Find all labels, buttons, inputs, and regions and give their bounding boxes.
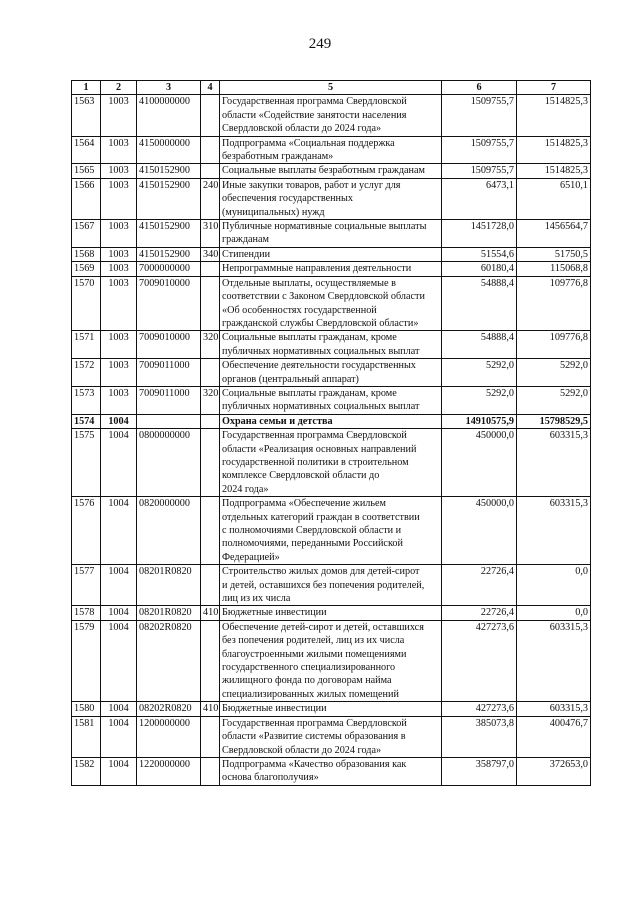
item-name: Охрана семьи и детства (220, 414, 442, 428)
section-code: 1004 (101, 716, 137, 757)
section-code: 1004 (101, 606, 137, 620)
section-code: 1003 (101, 178, 137, 219)
table-row (72, 716, 591, 757)
amount-col6: 51554,6 (442, 247, 517, 261)
expense-type-code (201, 620, 220, 701)
amount-col7: 603315,3 (517, 497, 591, 565)
row-number: 1575 (72, 429, 101, 497)
amount-col7: 400476,7 (517, 716, 591, 757)
table-row (72, 247, 591, 261)
expense-type-code (201, 565, 220, 606)
item-name: Подпрограмма «Социальная поддержка безработным гражданам» (220, 136, 442, 164)
table-row (72, 757, 591, 785)
column-header: 3 (137, 81, 201, 95)
target-article-code: 08202R0820 (137, 620, 201, 701)
amount-col7: 1514825,3 (517, 95, 591, 136)
row-number: 1567 (72, 220, 101, 248)
target-article-code: 08201R0820 (137, 565, 201, 606)
amount-col6: 14910575,9 (442, 414, 517, 428)
table-row (72, 497, 591, 565)
amount-col7: 0,0 (517, 606, 591, 620)
target-article-code: 0800000000 (137, 429, 201, 497)
row-number: 1565 (72, 164, 101, 178)
section-code: 1003 (101, 220, 137, 248)
row-number: 1570 (72, 276, 101, 331)
target-article-code: 7009011000 (137, 359, 201, 387)
row-number: 1581 (72, 716, 101, 757)
item-name: Социальные выплаты гражданам, кроме публичных нормативных социальных выплат (220, 331, 442, 359)
table-row (72, 136, 591, 164)
table-row (72, 331, 591, 359)
item-name: Бюджетные инвестиции (220, 702, 442, 716)
target-article-code: 7000000000 (137, 262, 201, 276)
item-name: Обеспечение детей-сирот и детей, оставшихся без попечения родителей, лиц из их числа благоустроенными жилыми помещениями государственного специализированного жилищного фонда по договорам найма специализированных жилых помещений (220, 620, 442, 701)
target-article-code: 0820000000 (137, 497, 201, 565)
expense-type-code (201, 164, 220, 178)
expense-type-code (201, 757, 220, 785)
section-code: 1003 (101, 247, 137, 261)
row-number: 1569 (72, 262, 101, 276)
expense-type-code (201, 95, 220, 136)
item-name: Обеспечение деятельности государственных органов (центральный аппарат) (220, 359, 442, 387)
table-row (72, 565, 591, 606)
row-number: 1571 (72, 331, 101, 359)
table-row (72, 276, 591, 331)
section-code: 1004 (101, 414, 137, 428)
item-name: Социальные выплаты гражданам, кроме публичных нормативных социальных выплат (220, 386, 442, 414)
amount-col7: 6510,1 (517, 178, 591, 219)
amount-col7: 51750,5 (517, 247, 591, 261)
target-article-code: 4150000000 (137, 136, 201, 164)
item-name: Государственная программа Свердловской области «Развитие системы образования в Свердловской области до 2024 года» (220, 716, 442, 757)
target-article-code: 08201R0820 (137, 606, 201, 620)
row-number: 1572 (72, 359, 101, 387)
target-article-code: 4150152900 (137, 164, 201, 178)
row-number: 1579 (72, 620, 101, 701)
amount-col6: 1509755,7 (442, 136, 517, 164)
section-code: 1004 (101, 620, 137, 701)
item-name: Подпрограмма «Обеспечение жильем отдельных категорий граждан в соответствии с полномочиями Свердловской области и полномочиями, переданными Российской Федерацией» (220, 497, 442, 565)
table-row (72, 702, 591, 716)
section-code: 1003 (101, 262, 137, 276)
expense-type-code: 410 (201, 702, 220, 716)
section-code: 1004 (101, 757, 137, 785)
target-article-code: 1200000000 (137, 716, 201, 757)
amount-col6: 1509755,7 (442, 95, 517, 136)
amount-col6: 6473,1 (442, 178, 517, 219)
amount-col6: 385073,8 (442, 716, 517, 757)
row-number: 1577 (72, 565, 101, 606)
row-number: 1574 (72, 414, 101, 428)
amount-col7: 115068,8 (517, 262, 591, 276)
row-number: 1563 (72, 95, 101, 136)
column-header: 6 (442, 81, 517, 95)
section-code: 1003 (101, 276, 137, 331)
item-name: Государственная программа Свердловской области «Реализация основных направлений государственной политики в строительном комплексе Свердловской области до 2024 года» (220, 429, 442, 497)
table-row (72, 414, 591, 428)
target-article-code: 08202R0820 (137, 702, 201, 716)
budget-table (71, 80, 591, 786)
column-header: 2 (101, 81, 137, 95)
target-article-code: 7009011000 (137, 386, 201, 414)
column-header: 4 (201, 81, 220, 95)
section-code: 1003 (101, 386, 137, 414)
target-article-code: 4150152900 (137, 220, 201, 248)
expense-type-code (201, 414, 220, 428)
row-number: 1568 (72, 247, 101, 261)
expense-type-code: 240 (201, 178, 220, 219)
table-row (72, 220, 591, 248)
section-code: 1003 (101, 136, 137, 164)
item-name: Строительство жилых домов для детей-сирот и детей, оставшихся без попечения родителей, лиц из их числа (220, 565, 442, 606)
item-name: Стипендии (220, 247, 442, 261)
table-row (72, 95, 591, 136)
amount-col7: 109776,8 (517, 276, 591, 331)
amount-col7: 1514825,3 (517, 136, 591, 164)
amount-col7: 603315,3 (517, 702, 591, 716)
item-name: Публичные нормативные социальные выплаты гражданам (220, 220, 442, 248)
target-article-code: 7009010000 (137, 331, 201, 359)
amount-col6: 358797,0 (442, 757, 517, 785)
expense-type-code: 320 (201, 386, 220, 414)
amount-col6: 427273,6 (442, 620, 517, 701)
amount-col6: 450000,0 (442, 429, 517, 497)
expense-type-code (201, 136, 220, 164)
section-code: 1003 (101, 95, 137, 136)
expense-type-code (201, 262, 220, 276)
table-row (72, 606, 591, 620)
amount-col6: 22726,4 (442, 565, 517, 606)
page-number: 249 (308, 36, 332, 52)
header-row (72, 81, 591, 95)
row-number: 1573 (72, 386, 101, 414)
table-row (72, 429, 591, 497)
table-row (72, 262, 591, 276)
item-name: Непрограммные направления деятельности (220, 262, 442, 276)
amount-col7: 1456564,7 (517, 220, 591, 248)
table-body (72, 95, 591, 785)
column-header: 5 (220, 81, 442, 95)
expense-type-code: 310 (201, 220, 220, 248)
expense-type-code (201, 359, 220, 387)
item-name: Бюджетные инвестиции (220, 606, 442, 620)
table-row (72, 620, 591, 701)
target-article-code: 1220000000 (137, 757, 201, 785)
amount-col6: 54888,4 (442, 331, 517, 359)
amount-col7: 1514825,3 (517, 164, 591, 178)
amount-col6: 1451728,0 (442, 220, 517, 248)
section-code: 1004 (101, 565, 137, 606)
amount-col7: 15798529,5 (517, 414, 591, 428)
amount-col7: 109776,8 (517, 331, 591, 359)
row-number: 1578 (72, 606, 101, 620)
row-number: 1564 (72, 136, 101, 164)
target-article-code: 4100000000 (137, 95, 201, 136)
amount-col7: 5292,0 (517, 359, 591, 387)
amount-col6: 5292,0 (442, 359, 517, 387)
expense-type-code: 320 (201, 331, 220, 359)
column-header: 7 (517, 81, 591, 95)
section-code: 1004 (101, 497, 137, 565)
row-number: 1576 (72, 497, 101, 565)
table-row (72, 164, 591, 178)
amount-col7: 603315,3 (517, 620, 591, 701)
item-name: Иные закупки товаров, работ и услуг для обеспечения государственных (муниципальных) нужд (220, 178, 442, 219)
amount-col6: 1509755,7 (442, 164, 517, 178)
table-row (72, 386, 591, 414)
expense-type-code: 340 (201, 247, 220, 261)
amount-col7: 0,0 (517, 565, 591, 606)
target-article-code (137, 414, 201, 428)
row-number: 1566 (72, 178, 101, 219)
section-code: 1003 (101, 331, 137, 359)
target-article-code: 4150152900 (137, 247, 201, 261)
table-row (72, 359, 591, 387)
amount-col6: 60180,4 (442, 262, 517, 276)
section-code: 1003 (101, 164, 137, 178)
item-name: Социальные выплаты безработным гражданам (220, 164, 442, 178)
amount-col7: 603315,3 (517, 429, 591, 497)
section-code: 1003 (101, 359, 137, 387)
amount-col6: 450000,0 (442, 497, 517, 565)
expense-type-code (201, 716, 220, 757)
item-name: Подпрограмма «Качество образования как основа благополучия» (220, 757, 442, 785)
target-article-code: 4150152900 (137, 178, 201, 219)
amount-col6: 54888,4 (442, 276, 517, 331)
amount-col6: 427273,6 (442, 702, 517, 716)
target-article-code: 7009010000 (137, 276, 201, 331)
item-name: Государственная программа Свердловской области «Содействие занятости населения Свердловской области до 2024 года» (220, 95, 442, 136)
amount-col7: 5292,0 (517, 386, 591, 414)
amount-col6: 5292,0 (442, 386, 517, 414)
expense-type-code (201, 276, 220, 331)
amount-col7: 372653,0 (517, 757, 591, 785)
section-code: 1004 (101, 702, 137, 716)
column-header: 1 (72, 81, 101, 95)
expense-type-code (201, 429, 220, 497)
section-code: 1004 (101, 429, 137, 497)
row-number: 1582 (72, 757, 101, 785)
table-row (72, 178, 591, 219)
amount-col6: 22726,4 (442, 606, 517, 620)
expense-type-code: 410 (201, 606, 220, 620)
item-name: Отдельные выплаты, осуществляемые в соответствии с Законом Свердловской области «Об особенностях государственной гражданской службы Свердловской области» (220, 276, 442, 331)
row-number: 1580 (72, 702, 101, 716)
expense-type-code (201, 497, 220, 565)
